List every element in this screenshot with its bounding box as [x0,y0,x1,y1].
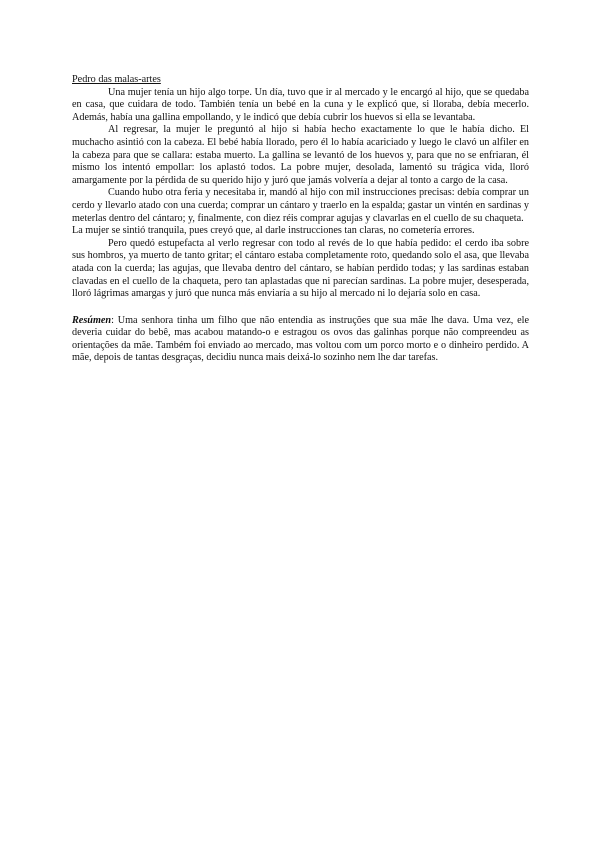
paragraph-5: Pero quedó estupefacta al verlo regresar con todo al revés de lo que había pedido: el cerdo iba sobre sus hombros, ya muerto de tanto gritar; el cántaro estaba completamente roto, quedando solo el asa, que llevaba atada con la cuerda; las agujas, que llevaba dentro del cántaro, se habían perdido todas; y las sardinas estaban clavadas en el cuello de la chaqueta, pero tan aplastadas que ni parecían sardinas. La pobre mujer, desesperada, lloró lágrimas amargas y juró que nunca más enviaría a su hijo al mercado ni lo dejaría solo en casa. [72,237,529,300]
paragraph-1: Una mujer tenía un hijo algo torpe. Un día, tuvo que ir al mercado y le encargó al hijo, que se quedaba en casa, que cuidara de todo. También tenía un bebé en la cuna y le explicó que, si lloraba, debía mecerlo. Además, había una gallina empollando, y le indicó que debía cubrir los huevos si ella se levantaba. [72,86,529,123]
document-title: Pedro das malas-artes [72,74,161,85]
summary-text: : Uma senhora tinha um filho que não entendia as instruções que sua mãe lhe dava. Uma vez, ele deveria cuidar do bebê, mas acabou matando-o e estragou os ovos das galinhas porque não compreendeu as orientações da mãe. Também foi enviado ao mercado, mas voltou com um porco morto e o dinheiro perdido. A mãe, depois de tantas desgraças, decidiu nunca mais deixá-lo sozinho nem lhe dar tarefas. [72,314,529,364]
paragraph-2: Al regresar, la mujer le preguntó al hijo si había hecho exactamente lo que le había dicho. El muchacho asintió con la cabeza. El bebé había llorado, pero él lo había acariciado y luego le clavó un alfiler en la cabeza para que se callara: estaba muerto. La gallina se levantó de los huevos y, para que no se enfriaran, él mismo los intentó empollar: los aplastó todos. La pobre mujer, desolada, lamentó su trágica vida, lloró amargamente por la pérdida de su querido hijo y juró que jamás volvería a dejar al tonto a cargo de la casa. [72,124,529,186]
summary-paragraph [72,315,529,365]
document-page [72,74,529,365]
paragraph-4: La mujer se sintió tranquila, pues creyó que, al darle instrucciones tan claras, no cometería errores. [72,225,475,237]
summary-label: Resúmen [72,314,112,326]
paragraph-3: Cuando hubo otra feria y necesitaba ir, mandó al hijo con mil instrucciones precisas: debía comprar un cerdo y llevarlo atado con una cuerda; comprar un cántaro y traerlo en la espalda; gastar un vintén en sardinas y meterlas dentro del cántaro; y, finalmente, con diez réis comprar agujas y clavarlas en el cuello de su chaqueta. [72,187,529,224]
